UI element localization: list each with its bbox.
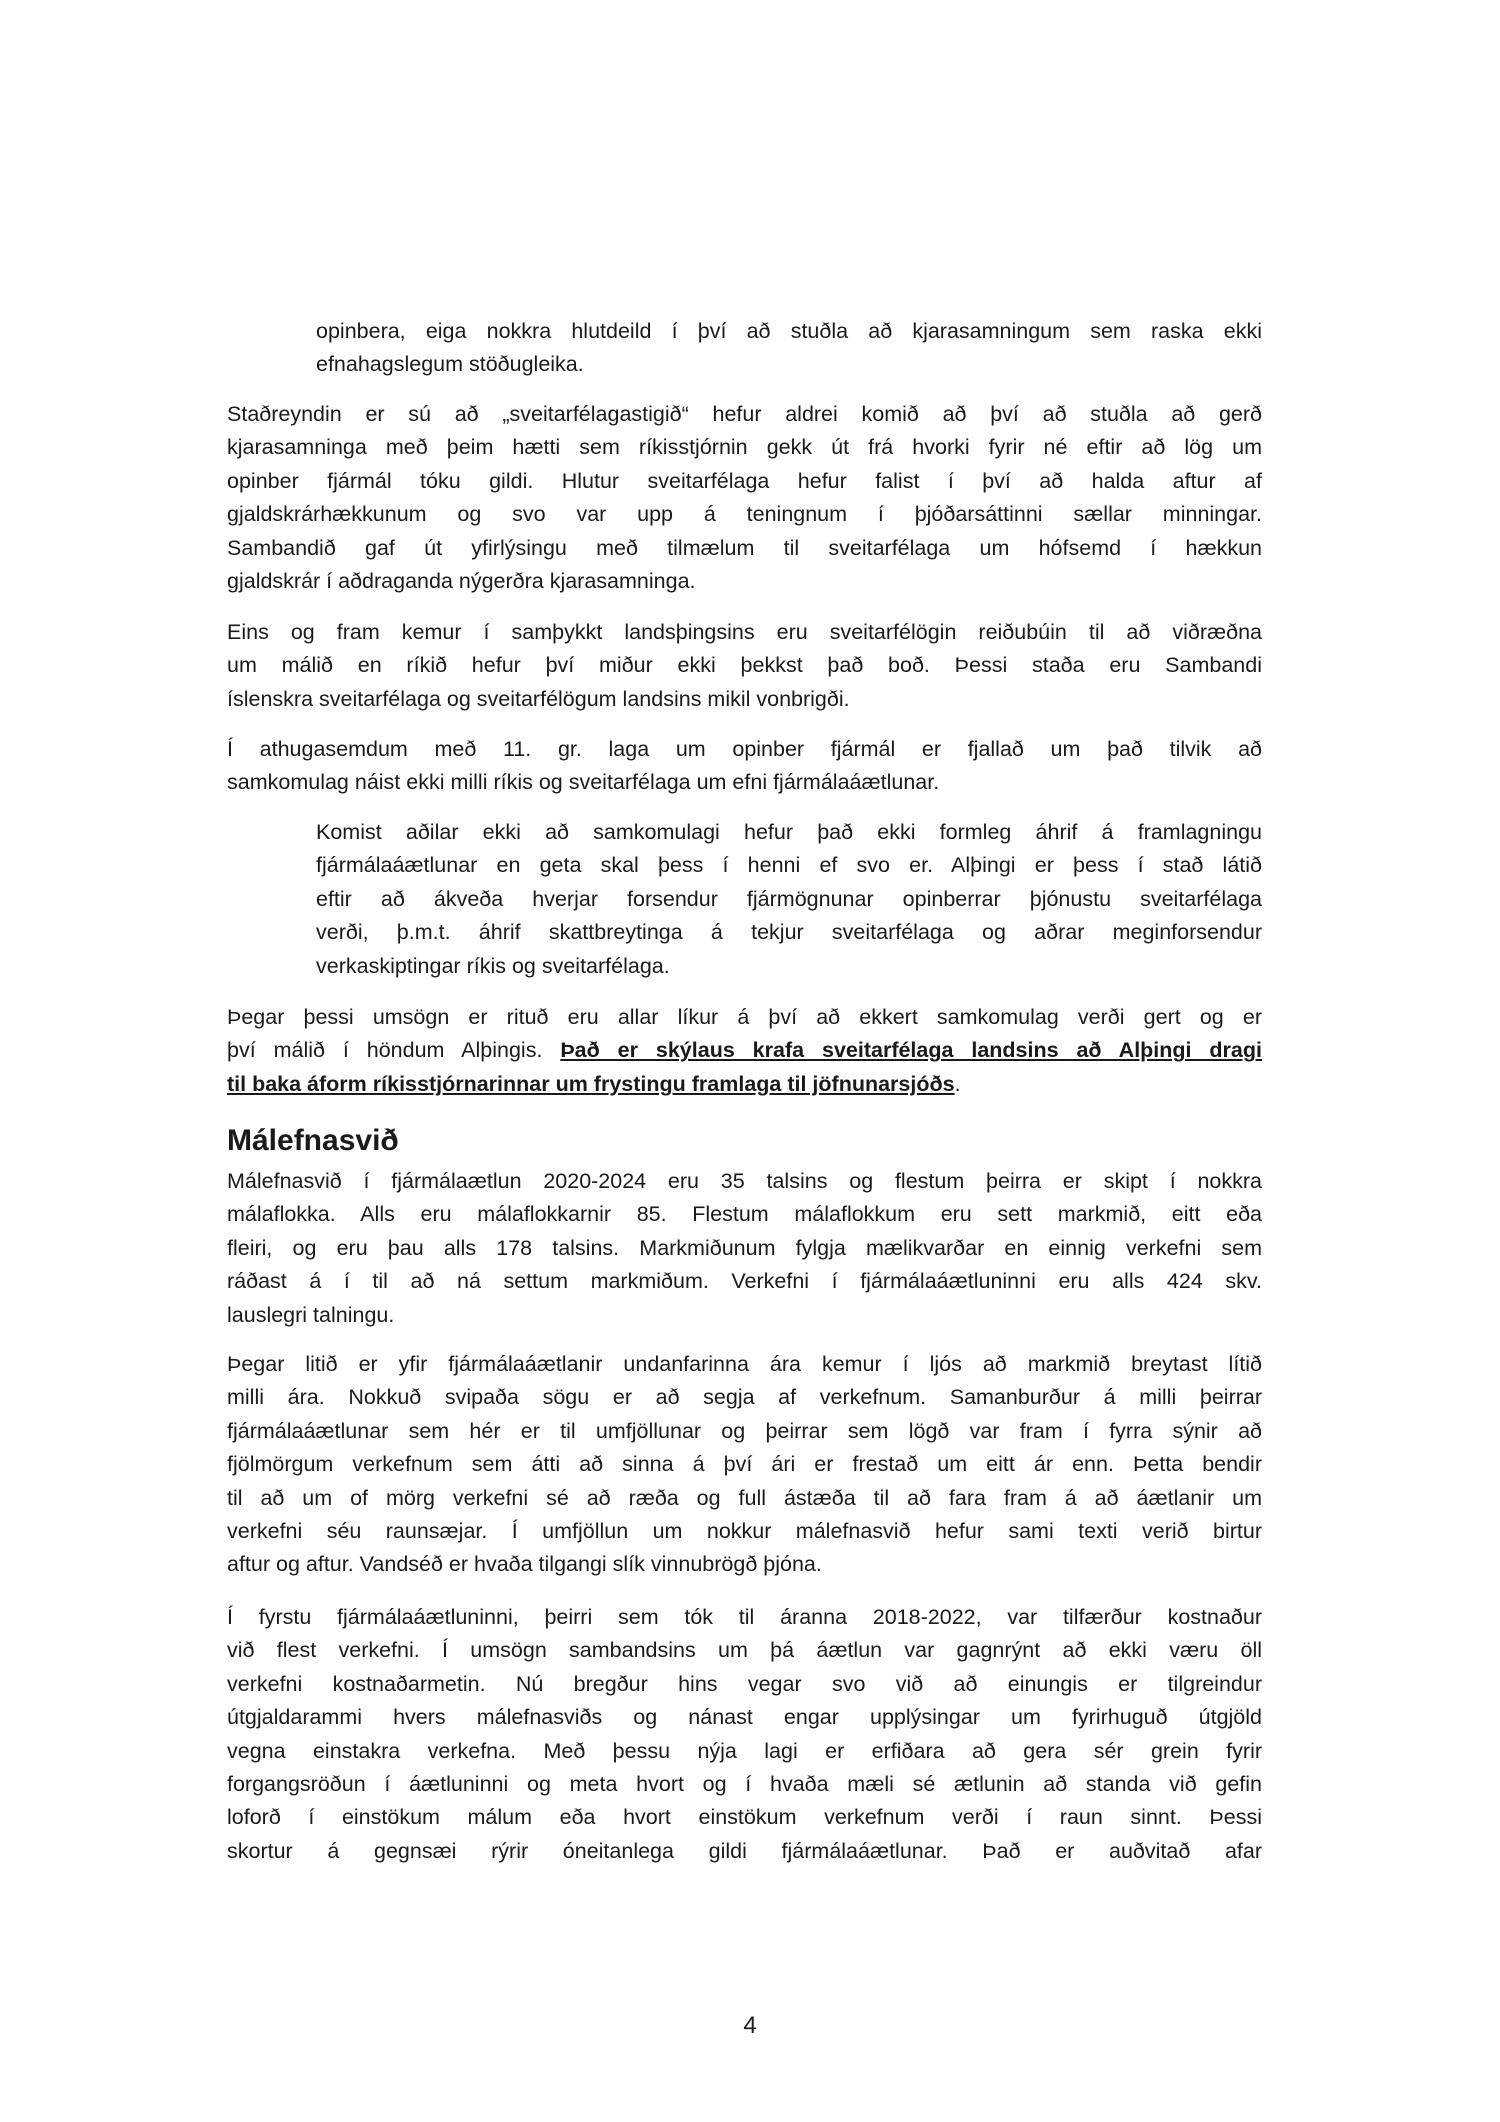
text-line: [227, 465, 1262, 498]
text-line: [227, 1482, 1262, 1515]
quote-komist: [316, 816, 1262, 983]
text-segment: verkaskiptingar ríkis og sveitarfélaga.: [316, 953, 670, 978]
text-segment: milli ára. Nokkuð svipaða sögu er að segja af verkefnum. Samanburður á milli þeirrar: [227, 1385, 1262, 1410]
text-segment: því málið í höndum Alþingis.: [227, 1038, 561, 1063]
paragraph-malefnasvid: [227, 1165, 1262, 1332]
text-line: [227, 1299, 1262, 1332]
text-segment: við flest verkefni. Í umsögn sambandsins um þá áætlun var gagnrýnt að ekki væru öll: [227, 1638, 1262, 1663]
text-line: [227, 1068, 1262, 1101]
text-line: [227, 1381, 1262, 1414]
text-segment: fjölmörgum verkefnum sem átti að sinna á því ári er frestað um eitt ár enn. Þetta bendir: [227, 1452, 1262, 1477]
text-line: [227, 1198, 1262, 1231]
text-segment: Í athugasemdum með 11. gr. laga um opinber fjármál er fjallað um það tilvik að: [227, 737, 1262, 761]
emphasized-text: Það er skýlaus krafa sveitarfélaga landsins að Alþingi dragi: [560, 1038, 1262, 1063]
text-line: [227, 1515, 1262, 1548]
text-line: [227, 398, 1262, 431]
page-number: 4: [743, 2012, 757, 2039]
text-line: [227, 1735, 1262, 1768]
text-segment: eftir að ákveða hverjar forsendur fjármögnunar opinberrar þjónustu sveitarfélaga: [316, 886, 1262, 911]
text-segment: íslenskra sveitarfélaga og sveitarfélögum landsins mikil vonbrigði.: [227, 686, 850, 711]
text-line: [227, 1415, 1262, 1448]
text-line: [227, 1001, 1262, 1034]
text-line: [227, 1265, 1262, 1298]
text-segment: opinbera, eiga nokkra hlutdeild í því að stuðla að kjarasamningum sem raska ekki: [316, 319, 1262, 343]
text-segment: loforð í einstökum málum eða hvort einstökum verkefnum verði í raun sinnt. Þessi: [227, 1805, 1262, 1830]
text-segment: ráðast á í til að ná settum markmiðum. Verkefni í fjármálaáætluninni eru alls 424 skv.: [227, 1269, 1262, 1294]
text-segment: Komist aðilar ekki að samkomulagi hefur það ekki formleg áhrif á framlagningu: [316, 820, 1262, 844]
text-line: [227, 532, 1262, 565]
text-segment: .: [954, 1071, 961, 1096]
text-segment: fjármálaáætlunar en geta skal þess í henni ef svo er. Alþingi er þess í stað látið: [316, 853, 1262, 878]
paragraph-stadreyndin: [227, 398, 1262, 598]
text-segment: verkefni kostnaðarmetin. Nú bregður hins vegar svo við að einungis er tilgreindur: [227, 1671, 1262, 1696]
text-segment: vegna einstakra verkefna. Með þessu nýja lagi er erfiðara að gera sér grein fyrir: [227, 1738, 1262, 1763]
text-line: [316, 950, 1262, 983]
text-line: [227, 1448, 1262, 1481]
text-segment: málaflokka. Alls eru málaflokkarnir 85. Flestum málaflokkum eru sett markmið, eitt eða: [227, 1202, 1262, 1227]
text-line: [227, 1034, 1262, 1067]
text-segment: lauslegri talningu.: [227, 1302, 395, 1327]
text-segment: opinber fjármál tóku gildi. Hlutur sveitarfélaga hefur falist í því að halda aftur af: [227, 468, 1262, 493]
text-segment: efnahagslegum stöðugleika.: [316, 352, 584, 377]
text-line: [227, 1668, 1262, 1701]
section-heading: Málefnasvið: [227, 1124, 399, 1157]
text-line: [227, 733, 1262, 766]
text-line: [227, 498, 1262, 531]
text-line: [316, 883, 1262, 916]
text-segment: Eins og fram kemur í samþykkt landsþingsins eru sveitarfélögin reiðubúin til að viðræðna: [227, 620, 1262, 644]
text-line: [227, 683, 1262, 716]
text-line: [227, 1768, 1262, 1801]
text-line: [227, 1835, 1262, 1868]
text-segment: samkomulag náist ekki milli ríkis og sveitarfélaga um efni fjármálaáætlunar.: [227, 770, 940, 795]
text-line: [316, 849, 1262, 882]
text-line: [227, 1548, 1262, 1581]
emphasized-text: til baka áform ríkisstjórnarinnar um frystingu framlaga til jöfnunarsjóðs: [227, 1071, 955, 1096]
text-segment: gjaldskrár í aðdraganda nýgerðra kjarasamninga.: [227, 568, 696, 593]
text-segment: skortur á gegnsæi rýrir óneitanlega gildi fjármálaáætlunar. Það er auðvitað afar: [227, 1838, 1262, 1863]
text-line: [227, 1232, 1262, 1265]
text-line: [316, 315, 1262, 348]
text-segment: Sambandið gaf út yfirlýsingu með tilmælum til sveitarfélaga um hófsemd í hækkun: [227, 535, 1262, 560]
text-line: [227, 1701, 1262, 1734]
text-segment: gjaldskrárhækkunum og svo var upp á teningnum í þjóðarsáttinni sællar minningar.: [227, 502, 1262, 527]
text-segment: um málið en ríkið hefur því miður ekki þekkst það boð. Þessi staða eru Sambandi: [227, 653, 1262, 678]
text-segment: útgjaldarammi hvers málefnasviðs og nánast engar upplýsingar um fyrirhuguð útgjöld: [227, 1705, 1262, 1730]
text-line: [227, 649, 1262, 682]
text-segment: kjarasamninga með þeim hætti sem ríkisstjórnin gekk út frá hvorki fyrir né eftir að lög um: [227, 435, 1262, 460]
quote-continuation: [316, 315, 1262, 382]
paragraph-thegar-umsogn: [227, 1001, 1262, 1101]
text-line: [227, 1348, 1262, 1381]
text-line: [227, 1634, 1262, 1667]
paragraph-athugasemdum: [227, 733, 1262, 800]
text-segment: Málefnasvið í fjármálaætlun 2020-2024 eru 35 talsins og flestum þeirra er skipt í nokkra: [227, 1169, 1262, 1193]
text-segment: til að um of mörg verkefni sé að ræða og full ástæða til að fara fram á að áætlanir um: [227, 1485, 1262, 1510]
text-segment: Í fyrstu fjármálaáætluninni, þeirri sem tók til áranna 2018-2022, var tilfærður kostnaður: [227, 1605, 1262, 1629]
text-line: [227, 1801, 1262, 1834]
text-line: [316, 348, 1262, 381]
text-line: [227, 766, 1262, 799]
text-segment: verði, þ.m.t. áhrif skattbreytinga á tekjur sveitarfélaga og aðrar meginforsendur: [316, 920, 1262, 945]
paragraph-thegar-litid: [227, 1348, 1262, 1582]
text-line: [316, 916, 1262, 949]
paragraph-eins-og: [227, 616, 1262, 716]
text-segment: forgangsröðun í áætluninni og meta hvort og í hvaða mæli sé ætlunin að standa við gefin: [227, 1771, 1262, 1796]
text-segment: aftur og aftur. Vandséð er hvaða tilgangi slík vinnubrögð þjóna.: [227, 1552, 822, 1577]
text-segment: Staðreyndin er sú að „sveitarfélagastigið“ hefur aldrei komið að því að stuðla að gerð: [227, 402, 1262, 426]
text-line: [227, 431, 1262, 464]
text-segment: fleiri, og eru þau alls 178 talsins. Markmiðunum fylgja mælikvarðar en einnig verkefni sem: [227, 1235, 1262, 1260]
paragraph-fyrstu: [227, 1601, 1262, 1868]
text-segment: Þegar litið er yfir fjármálaáætlanir undanfarinna ára kemur í ljós að markmið breytast lítið: [227, 1352, 1262, 1376]
text-line: [227, 1601, 1262, 1634]
text-line: [227, 1165, 1262, 1198]
text-line: [316, 816, 1262, 849]
text-line: [227, 565, 1262, 598]
text-line: [227, 616, 1262, 649]
text-segment: Þegar þessi umsögn er rituð eru allar líkur á því að ekkert samkomulag verði gert og er: [227, 1005, 1262, 1029]
text-segment: verkefni séu raunsæjar. Í umfjöllun um nokkur málefnasvið hefur sami texti verið birtur: [227, 1518, 1262, 1543]
text-segment: fjármálaáætlunar sem hér er til umfjöllunar og þeirrar sem lögð var fram í fyrra sýnir að: [227, 1418, 1262, 1443]
